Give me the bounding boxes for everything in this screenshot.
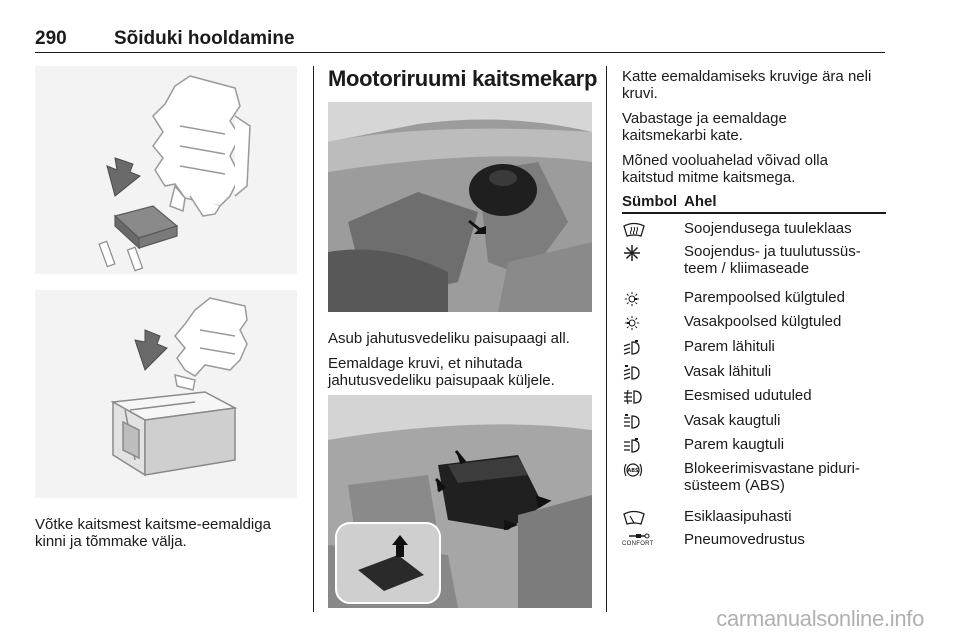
high-beam-right-icon xyxy=(622,436,646,456)
coolant-tank-photo xyxy=(328,102,592,312)
middle-para1: Asub jahutusvedeliku paisupaagi all. xyxy=(328,330,570,347)
fuse-removal-caption-line2: kinni ja tõmmake välja. xyxy=(35,533,187,550)
heated-windshield-icon xyxy=(622,220,646,240)
circuit-name: Blokeerimisvastane piduri- süsteem (ABS) xyxy=(684,460,860,494)
circuit-name: Esiklaasipuhasti xyxy=(684,508,792,525)
right-para1-line2: kruvi. xyxy=(622,85,658,102)
high-beam-left-icon xyxy=(622,412,646,432)
circuit-name: Vasak lähituli xyxy=(684,363,772,380)
engine-bay-photo-1 xyxy=(328,102,592,312)
right-para1-line1: Katte eemaldamiseks kruvige ära neli xyxy=(622,68,872,85)
circuit-name: Parem kaugtuli xyxy=(684,436,785,453)
fuse-puller-mini-drawing xyxy=(35,290,297,498)
circuit-name: Soojendus- ja tuulutussüs- teem / kliimaseade xyxy=(684,243,861,277)
middle-para2-line2: jahutusvedeliku paisupaak küljele. xyxy=(328,372,555,389)
symbol-column-header: Sümbol xyxy=(622,193,677,210)
chapter-title: Sõiduki hooldamine xyxy=(114,28,295,49)
low-beam-right-icon xyxy=(622,338,646,358)
fan-icon xyxy=(622,243,646,263)
circuit-name: Vasakpoolsed külgtuled xyxy=(684,313,842,330)
fuse-box-photo xyxy=(328,395,592,608)
front-fog-light-icon xyxy=(622,387,646,407)
circuit-name: Parempoolsed külgtuled xyxy=(684,289,845,306)
section-title: Mootoriruumi kaitsmekarp xyxy=(328,66,598,91)
circuit-name: Pneumovedrustus xyxy=(684,531,805,548)
fuse-puller-blade-illustration xyxy=(35,66,297,274)
page-header xyxy=(35,24,885,53)
right-para3-line2: kaitstud mitme kaitsmega. xyxy=(622,169,796,186)
right-para2-line1: Vabastage ja eemaldage xyxy=(622,110,787,127)
parking-light-right-icon xyxy=(622,289,646,309)
fuse-puller-blade-drawing xyxy=(35,66,297,274)
circuit-name: Vasak kaugtuli xyxy=(684,412,781,429)
fuse-puller-mini-illustration xyxy=(35,290,297,498)
confort-label: CONFORT xyxy=(622,541,654,547)
column-divider-right xyxy=(606,66,607,612)
abs-icon xyxy=(622,460,646,480)
right-para3-line1: Mõned vooluahelad võivad olla xyxy=(622,152,828,169)
circuit-name: Soojendusega tuuleklaas xyxy=(684,220,852,237)
fuse-removal-caption-line1: Võtke kaitsmest kaitsme-eemaldiga xyxy=(35,516,271,533)
circuit-name: Parem lähituli xyxy=(684,338,775,355)
right-para2-line2: kaitsmekarbi kate. xyxy=(622,127,743,144)
engine-bay-photo-2 xyxy=(328,395,592,608)
svg-text:ABS: ABS xyxy=(627,468,639,474)
windshield-washer-icon xyxy=(622,508,646,528)
circuit-name: Eesmised udutuled xyxy=(684,387,812,404)
circuit-column-header: Ahel xyxy=(684,193,717,210)
middle-para2-line1: Eemaldage kruvi, et nihutada xyxy=(328,355,523,372)
watermark: carmanualsonline.info xyxy=(716,606,924,631)
fuse-table-header xyxy=(622,192,886,214)
page-number: 290 xyxy=(35,28,67,49)
column-divider-left xyxy=(313,66,314,612)
parking-light-left-icon xyxy=(622,313,646,333)
low-beam-left-icon xyxy=(622,363,646,383)
